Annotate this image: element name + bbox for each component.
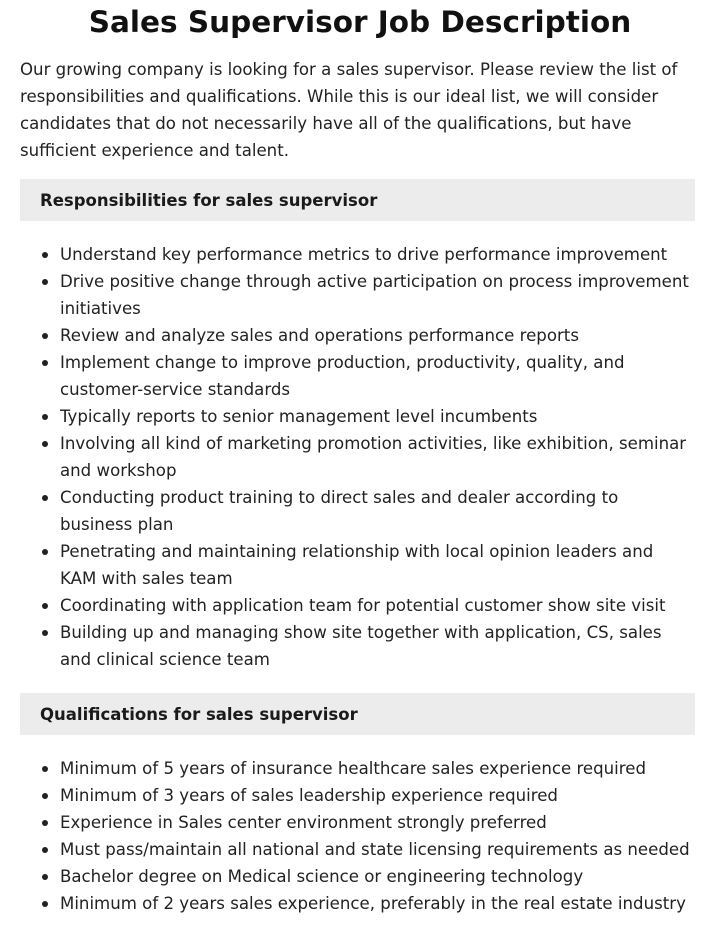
list-item (20, 863, 692, 890)
responsibilities-heading: Responsibilities for sales supervisor (20, 179, 695, 221)
list-item (20, 755, 692, 782)
bullet-icon (42, 820, 48, 826)
list-item-text: Review and analyze sales and operations performance reports (60, 326, 579, 345)
bullet-icon (42, 874, 48, 880)
list-item-text: Minimum of 3 years of sales leadership experience required (60, 786, 558, 805)
intro-paragraph: Our growing company is looking for a sales supervisor. Please review the list of responsibilities and qualifications. While this is our ideal list, we will consider candidates that do not necessarily have all of the qualifications, but have sufficient experience and talent. (20, 60, 678, 160)
bullet-icon (42, 333, 48, 339)
bullet-icon (42, 847, 48, 853)
page-title: Sales Supervisor Job Description (88, 5, 632, 39)
list-item-text: Conducting product training to direct sales and dealer according to business plan (60, 488, 619, 534)
list-item (20, 349, 692, 403)
list-item (20, 484, 692, 538)
bullet-icon (42, 495, 48, 501)
list-item (20, 322, 692, 349)
bullet-icon (42, 630, 48, 636)
bullet-icon (42, 603, 48, 609)
list-item (20, 809, 692, 836)
list-item-text: Understand key performance metrics to drive performance improvement (60, 245, 668, 264)
responsibilities-list (20, 241, 692, 673)
bullet-icon (42, 252, 48, 258)
list-item (20, 890, 692, 917)
bullet-icon (42, 549, 48, 555)
bullet-icon (42, 360, 48, 366)
list-item-text: Penetrating and maintaining relationship with local opinion leaders and KAM with sales team (60, 542, 654, 588)
list-item-text: Bachelor degree on Medical science or engineering technology (60, 867, 584, 886)
list-item-text: Building up and managing show site together with application, CS, sales and clinical science team (60, 623, 662, 669)
list-item-text: Minimum of 5 years of insurance healthcare sales experience required (60, 759, 646, 778)
list-item (20, 836, 692, 863)
list-item (20, 268, 692, 322)
list-item-text: Coordinating with application team for potential customer show site visit (60, 596, 666, 615)
list-item (20, 241, 692, 268)
list-item-text: Experience in Sales center environment strongly preferred (60, 813, 547, 832)
bullet-icon (42, 793, 48, 799)
list-item-text: Drive positive change through active participation on process improvement initiatives (60, 272, 689, 318)
list-item-text: Implement change to improve production, productivity, quality, and customer-service standards (60, 353, 625, 399)
bullet-icon (42, 766, 48, 772)
list-item-text: Minimum of 2 years sales experience, preferably in the real estate industry (60, 894, 686, 913)
list-item-text: Must pass/maintain all national and state licensing requirements as needed (60, 840, 690, 859)
list-item (20, 619, 692, 673)
list-item (20, 782, 692, 809)
bullet-icon (42, 441, 48, 447)
list-item-text: Involving all kind of marketing promotion activities, like exhibition, seminar and workshop (60, 434, 687, 480)
list-item (20, 403, 692, 430)
bullet-icon (42, 414, 48, 420)
list-item (20, 430, 692, 484)
list-item (20, 538, 692, 592)
qualifications-list (20, 755, 692, 917)
bullet-icon (42, 901, 48, 907)
qualifications-heading: Qualifications for sales supervisor (20, 693, 695, 735)
bullet-icon (42, 279, 48, 285)
list-item (20, 592, 692, 619)
list-item-text: Typically reports to senior management level incumbents (60, 407, 538, 426)
